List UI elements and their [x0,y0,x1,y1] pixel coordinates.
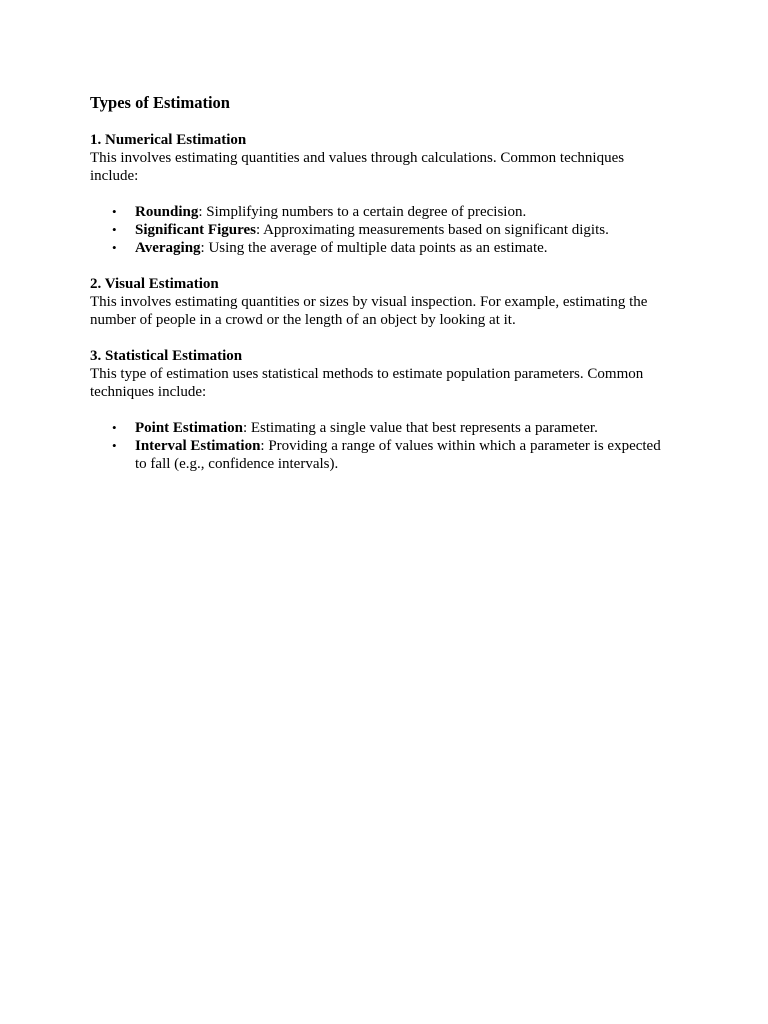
bullet-icon: • [112,240,117,255]
bullet-icon: • [112,204,117,219]
section-heading: 2. Visual Estimation [90,276,219,292]
list-item-text: : Simplifying numbers to a certain degree of precision. [198,204,527,220]
list-item-term: Point Estimation [135,420,243,436]
section-intro: This involves estimating quantities or sizes by visual inspection. For example, estimating the number of people in a crowd or the length of an object by looking at it. [90,294,648,328]
section-intro: This involves estimating quantities and values through calculations. Common techniques include: [90,150,625,184]
document-page [90,92,675,491]
bullet-list [90,419,675,473]
document-title: Types of Estimation [90,93,230,112]
list-item [112,239,675,257]
bullet-icon: • [112,222,117,237]
list-item-term: Significant Figures [135,222,256,238]
list-item [112,437,675,473]
section-heading: 3. Statistical Estimation [90,348,243,364]
section-numerical-estimation [90,131,675,257]
section-heading: 1. Numerical Estimation [90,132,247,148]
bullet-icon: • [112,438,117,453]
section-statistical-estimation [90,347,675,473]
section-intro: This type of estimation uses statistical methods to estimate population parameters. Common techniques include: [90,366,644,400]
list-item [112,221,675,239]
list-item-text: : Providing a range of values within which a parameter is expected to fall (e.g., confidence intervals). [135,438,661,472]
list-item-text: : Using the average of multiple data points as an estimate. [200,240,548,256]
list-item-term: Interval Estimation [135,438,261,454]
list-item-term: Rounding [135,204,199,220]
list-item [112,419,675,437]
list-item [112,203,675,221]
list-item-text: : Estimating a single value that best represents a parameter. [242,420,598,436]
bullet-list [90,203,675,257]
list-item-text: : Approximating measurements based on significant digits. [255,222,609,238]
bullet-icon: • [112,420,117,435]
list-item-term: Averaging [135,240,201,256]
section-visual-estimation [90,275,675,329]
